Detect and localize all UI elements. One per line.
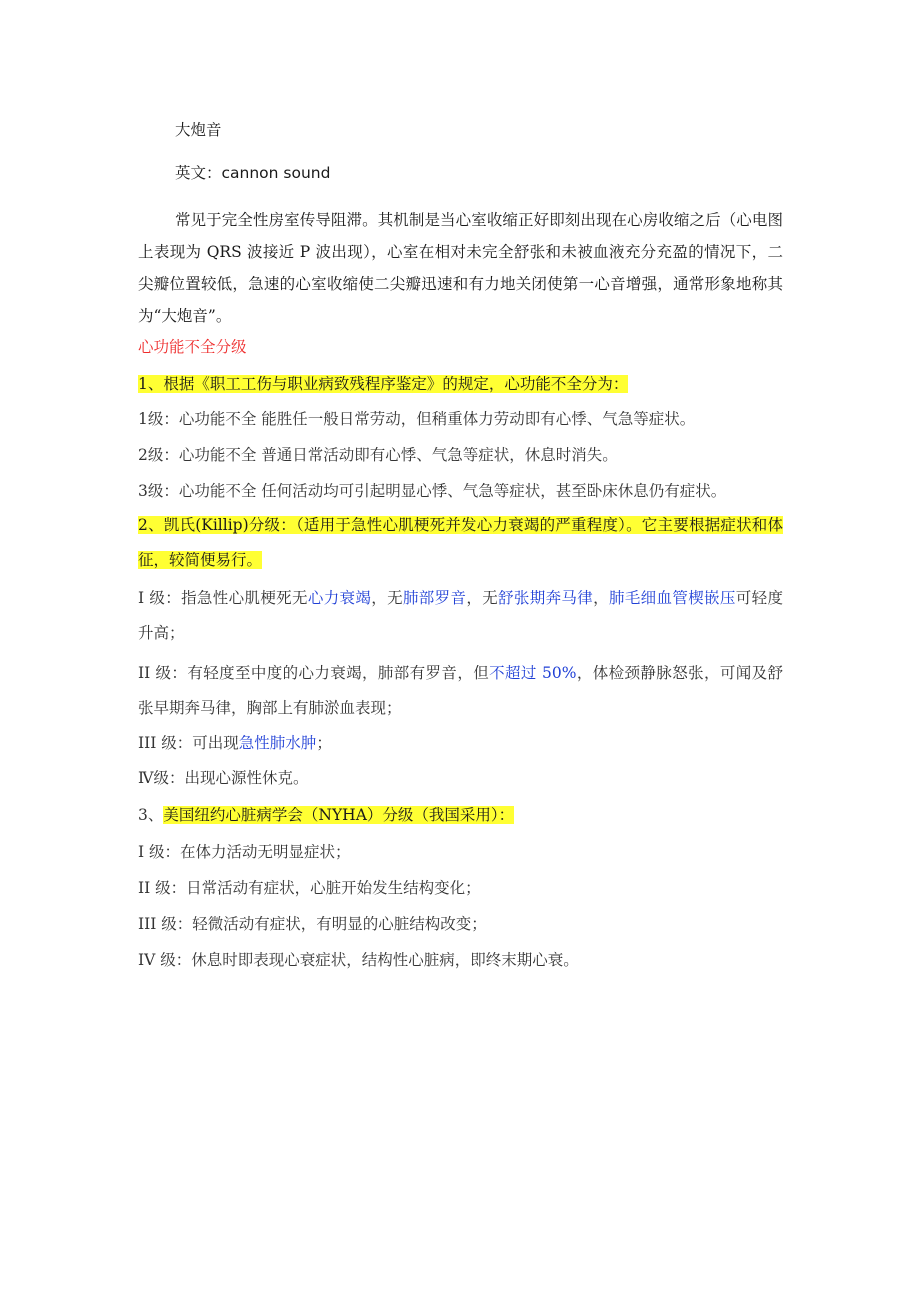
s2-grade-1 — [138, 581, 783, 651]
s1-heading-text: 1、根据《职工工伤与职业病致残程序鉴定》的规定，心功能不全分为： — [138, 375, 629, 393]
s3-item-1: I 级：在体力活动无明显症状； — [138, 843, 351, 861]
s2-heading — [138, 508, 783, 578]
link-not-exceed-50[interactable]: 不超过 50% — [489, 664, 577, 682]
s2-heading-text: 2、凯氏(Killip)分级：（适用于急性心肌梗死并发心力衰竭的严重程度）。它主要根据症状和体征，较简便易行。 — [138, 516, 783, 569]
s3-heading — [138, 805, 514, 825]
link-heart-failure[interactable]: 心力衰竭 — [307, 589, 372, 607]
g1-text-3: ，无 — [466, 589, 499, 607]
s2-grade-3 — [138, 733, 332, 753]
section-title: 心功能不全分级 — [138, 338, 247, 356]
s3-item-4: IV 级：休息时即表现心衰症状，结构性心脏病，即终末期心衰。 — [138, 951, 579, 969]
link-lung-rales[interactable]: 肺部罗音 — [402, 589, 467, 607]
g3-text-1: III 级：可出现 — [138, 734, 239, 752]
s1-item-3: 3级：心功能不全 任何活动均可引起明显心悸、气急等症状，甚至卧床休息仍有症状。 — [138, 482, 727, 500]
s3-item-2: II 级：日常活动有症状，心脏开始发生结构变化； — [138, 879, 481, 897]
g1-text-1: I 级：指急性心肌梗死无 — [138, 589, 308, 607]
english-term: 英文：cannon sound — [175, 164, 331, 182]
description-paragraph: 常见于完全性房室传导阻滞。其机制是当心室收缩正好即刻出现在心房收缩之后（心电图上表现为 QRS 波接近 P 波出现），心室在相对未完全舒张和未被血液充分充盈的情况下，二尖瓣位置较低，急速的心室收缩使二尖瓣迅速和有力地关闭使第一心音增强，通常形象地称其为“大炮音”。 — [138, 211, 783, 325]
doc-title: 大炮音 — [175, 121, 222, 139]
s2-grade-2 — [138, 656, 783, 726]
g3-text-2: ； — [316, 734, 332, 752]
s1-item-2: 2级：心功能不全 普通日常活动即有心悸、气急等症状，休息时消失。 — [138, 446, 618, 464]
s1-item-1: 1级：心功能不全 能胜任一般日常劳动，但稍重体力劳动即有心悸、气急等症状。 — [138, 410, 696, 428]
g1-text-2: ，无 — [371, 589, 403, 607]
g1-text-5: 可轻度升高； — [138, 589, 783, 642]
link-pcwp[interactable]: 肺毛细血管楔嵌压 — [608, 589, 736, 607]
g2-text-1: II 级：有轻度至中度的心力衰竭，肺部有罗音，但 — [138, 664, 490, 682]
s3-heading-prefix: 3、 — [138, 806, 164, 824]
s1-heading — [138, 374, 628, 394]
g2-text-2: ，体检颈静脉怒张，可闻及舒张早期奔马律，胸部上有肺淤血表现； — [138, 664, 783, 717]
s2-grade-4: Ⅳ级：出现心源性休克。 — [138, 769, 309, 787]
s3-item-3: III 级：轻微活动有症状，有明显的心脏结构改变； — [138, 915, 487, 933]
g1-text-4: ， — [593, 589, 609, 607]
link-gallop-rhythm[interactable]: 舒张期奔马律 — [498, 589, 594, 607]
link-pulmonary-edema[interactable]: 急性肺水肿 — [238, 734, 317, 752]
s3-heading-text: 美国纽约心脏病学会（NYHA）分级（我国采用）： — [163, 806, 515, 824]
